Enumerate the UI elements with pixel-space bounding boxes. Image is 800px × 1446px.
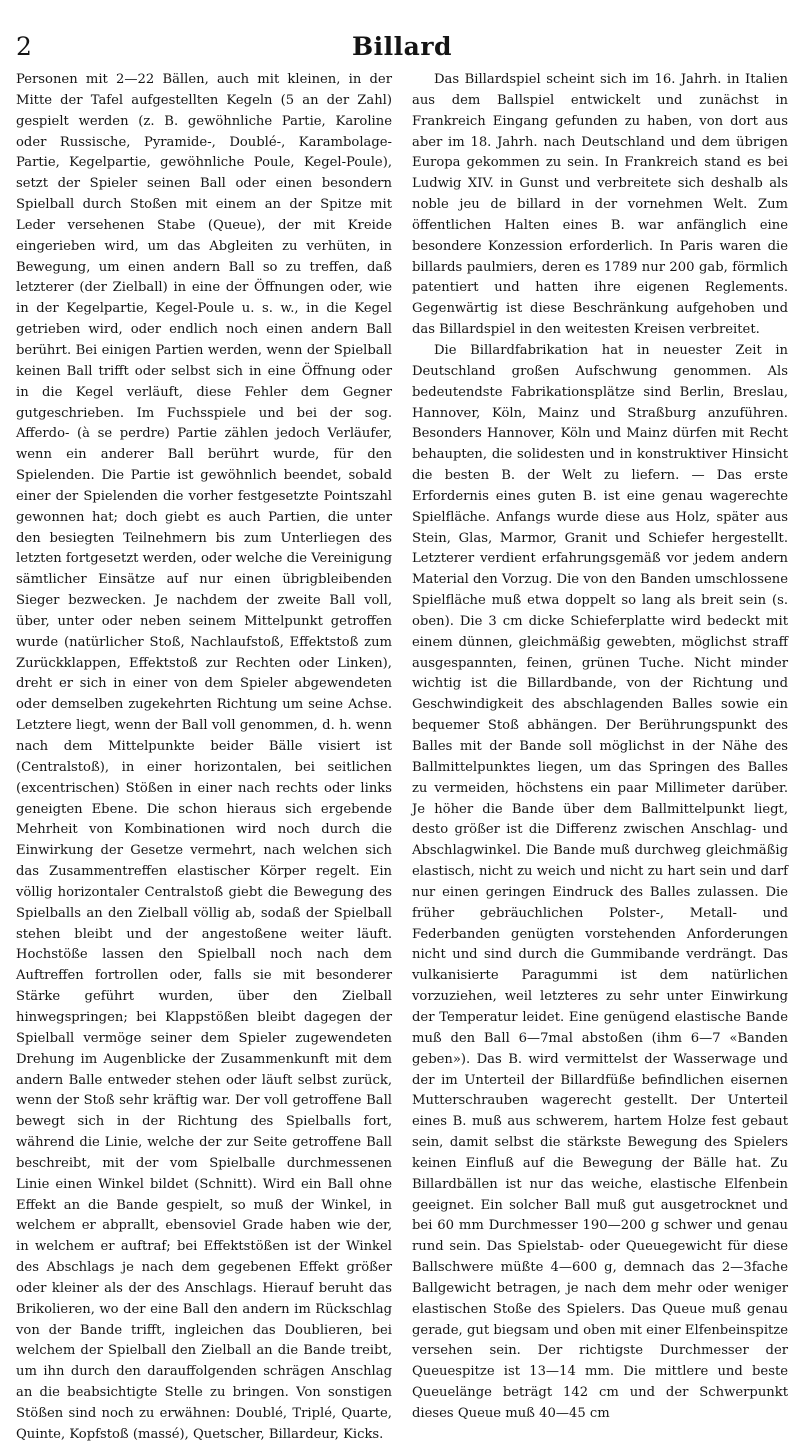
text-columns <box>16 70 788 1446</box>
running-head-title: Billard <box>352 32 452 61</box>
page-header <box>16 30 788 70</box>
right-column-paragraph-fabrication: Die Billardfabrikation hat in neuester Zeit in Deutschland großen Aufschwung genommen. Als bedeutendste Fabrikationsplätze sind Berlin, Breslau, Hannover, Köln, Mainz und Straßburg anzuführen. Besonders Hannover, Köln und Mainz dürfen mit Recht behaupten, die solidesten und in konstruktiver Hinsicht die besten B. der Welt zu liefern. — Das erste Erfordernis eines guten B. ist eine genau wagerechte Spielfläche. Anfangs wurde diese aus Holz, später aus Stein, Glas, Marmor, Granit und Schiefer hergestellt. Letzterer verdient erfahrungsgemäß vor jedem andern Material den Vorzug. Die von den Banden umschlossene Spielfläche muß etwa doppelt so lang als breit sein (s. oben). Die 3 cm dicke Schieferplatte wird bedeckt mit einem dünnen, gleichmäßig gewebten, möglichst straff ausgespannten, feinen, grünen Tuche. Nicht minder wichtig ist die Billardbande, von der Richtung und Geschwindigkeit des abschlagenden Balles sowie ein bequemer Stoß abhängen. Der Berührungspunkt des Balles mit der Bande soll möglichst in der Nähe des Ballmittelpunktes liegen, um das Springen des Balles zu vermeiden, höchstens ein paar Millimeter darüber. Je höher die Bande über dem Ballmittelpunkt liegt, desto größer ist die Differenz zwischen Anschlag- und Abschlagwinkel. Die Bande muß durchweg gleichmäßig elastisch, nicht zu weich und nicht zu hart sein und darf nur einen geringen Eindruck des Balles zulassen. Die früher gebräuchlichen Polster-, Metall- und Federbanden genügten vorstehenden Anforderungen nicht und sind durch die Gummibande verdrängt. Das vulkanisierte Paragummi ist dem natürlichen vorzuziehen, weil letzteres zu sehr unter Einwirkung der Temperatur leidet. Eine genügend elastische Bande muß den Ball 6—7mal abstoßen (ihm 6—7 «Banden geben»). Das B. wird vermittelst der Wasserwage und der im Unterteil der Billardfüße befindlichen eisernen Mutterschrauben wagerecht gestellt. Der Unterteil eines B. muß aus schwerem, hartem Holze fest gebaut sein, damit selbst die stärkste Bewegung des Spielers keinen Einfluß auf die Bewegung der Bälle hat. Zu Billardbällen ist nur das weiche, elastische Elfenbein geeignet. Ein solcher Ball muß gut ausgetrocknet und bei 60 mm Durchmesser 190—200 g schwer und genau rund sein. Das Spielstab- oder Queuegewicht für diese Ballschwere müßte 4—600 g, demnach das 2—3fache Ballgewicht betragen, je nach dem mehr oder weniger elastischen Stoße des Spielers. Das Queue muß genau gerade, gut biegsam und oben mit einer Elfenbeinspitze versehen sein. Der richtigste Durchmesser der Queuespitze ist 13—14 mm. Die mittlere und beste Queuelänge beträgt 142 cm und der Schwerpunkt dieses Queue muß 40—45 cm <box>412 342 788 1421</box>
right-column <box>412 70 788 1446</box>
page-number: 2 <box>16 32 32 61</box>
left-column-paragraph: Personen mit 2—22 Bällen, auch mit kleinen, in der Mitte der Tafel aufgestellten Kegeln (5 an der Zahl) gespielt werden (z. B. gewöhnliche Partie, Karoline oder Russische, Pyramide-, Doublé-, Karambolage-Partie, Kegelpartie, gewöhnliche Poule, Kegel-Poule), setzt der Spieler seinen Ball oder einen besondern Spielball durch Stoßen mit einem an der Spitze mit Leder versehenen Stabe (Queue), der mit Kreide eingerieben wird, um das Abgleiten zu verhüten, in Bewegung, um einen andern Ball so zu treffen, daß letzterer (der Zielball) in eine der Öffnungen oder, wie in der Kegelpartie, Kegel-Poule u. s. w., in die Kegel getrieben wird, oder endlich noch einen andern Ball berührt. Bei einigen Partien werden, wenn der Spielball keinen Ball trifft oder selbst sich in eine Öffnung oder in die Kegel verläuft, diese Fehler dem Gegner gutgeschrieben. Im Fuchsspiele und bei der sog. Afferdo- (à se perdre) Partie zählen jedoch Verläufer, wenn ein anderer Ball berührt wurde, für den Spielenden. Die Partie ist gewöhnlich beendet, sobald einer der Spielenden die vorher festgesetzte Pointszahl gewonnen hat; doch giebt es auch Partien, die unter den besiegten Teilnehmern bis zum Unterliegen des letzten fortgesetzt werden, oder welche die Vereinigung sämtlicher Einsätze auf nur einen übrigbleibenden Sieger bezwecken. Je nachdem der zweite Ball voll, über, unter oder neben seinem Mittelpunkt getroffen wurde (natürlicher Stoß, Nachlaufstoß, Effektstoß zum Zurückklappen, Effektstoß zur Rechten oder Linken), dreht er sich in einer von dem Spieler abgewendeten oder demselben zugekehrten Richtung um seine Achse. Letztere liegt, wenn der Ball voll genommen, d. h. wenn nach dem Mittelpunkte beider Bälle visiert ist (Centralstoß), in einer horizontalen, bei seitlichen (excentrischen) Stößen in einer nach rechts oder links geneigten Ebene. Die schon hieraus sich ergebende Mehrheit von Kombinationen wird noch durch die Einwirkung der Gesetze vermehrt, nach welchen sich das Zusammentreffen elastischer Körper regelt. Ein völlig horizontaler Centralstoß giebt die Bewegung des Spielballs an den Zielball völlig ab, sodaß der Spielball stehen bleibt und der angestoßene weiter läuft. Hochstöße lassen den Spielball noch nach dem Auftreffen fortrollen oder, falls sie mit besonderer Stärke geführt wurden, über den Zielball hinwegspringen; bei Klappstößen bleibt dagegen der Spielball vermöge seiner dem Spieler zugewendeten Drehung im Augenblicke der Zusammenkunft mit dem andern Balle entweder stehen oder läuft selbst zurück, wenn der Stoß sehr kräftig war. Der voll getroffene Ball bewegt sich in der Richtung des Spielballs fort, während die Linie, welche der zur Seite getroffene Ball beschreibt, mit der vom Spielballe durchmessenen Linie einen Winkel bildet (Schnitt). Wird ein Ball ohne Effekt an die Bande gespielt, so muß der Winkel, in welchem er abprallt, ebensoviel Grade haben wie der, in welchem er auftraf; bei Effektstößen ist der Winkel des Abschlags je nach dem gegebenen Effekt größer oder kleiner als der des Anschlags. Hierauf beruht das Brikolieren, wo der eine Ball den andern im Rückschlag von der Bande trifft, ingleichen das Doublieren, bei welchem der Spielball den Zielball an die Bande treibt, um ihn durch den darauffolgenden schrägen Anschlag an die beabsichtigte Stelle zu bringen. Von sonstigen Stößen sind noch zu erwähnen: Doublé, Triplé, Quarte, Quinte, Kopfstoß (massé), Quetscher, Billardeur, Kicks. <box>16 72 392 1442</box>
left-column <box>16 70 392 1446</box>
right-column-paragraph-history: Das Billardspiel scheint sich im 16. Jahrh. in Italien aus dem Ballspiel entwickelt und zunächst in Frankreich Eingang gefunden zu haben, von dort aus aber im 18. Jahrh. nach Deutschland und dem übrigen Europa gekommen zu sein. In Frankreich stand es bei Ludwig XIV. in Gunst und verbreitete sich deshalb als noble jeu de billard in der vornehmen Welt. Zum öffentlichen Halten eines B. war anfänglich eine besondere Konzession erforderlich. In Paris waren die billards paulmiers, deren es 1789 nur 200 gab, förmlich patentiert und hatten ihre eigenen Reglements. Gegenwärtig ist diese Beschränkung aufgehoben und das Billardspiel in den weitesten Kreisen verbreitet. <box>412 72 788 338</box>
